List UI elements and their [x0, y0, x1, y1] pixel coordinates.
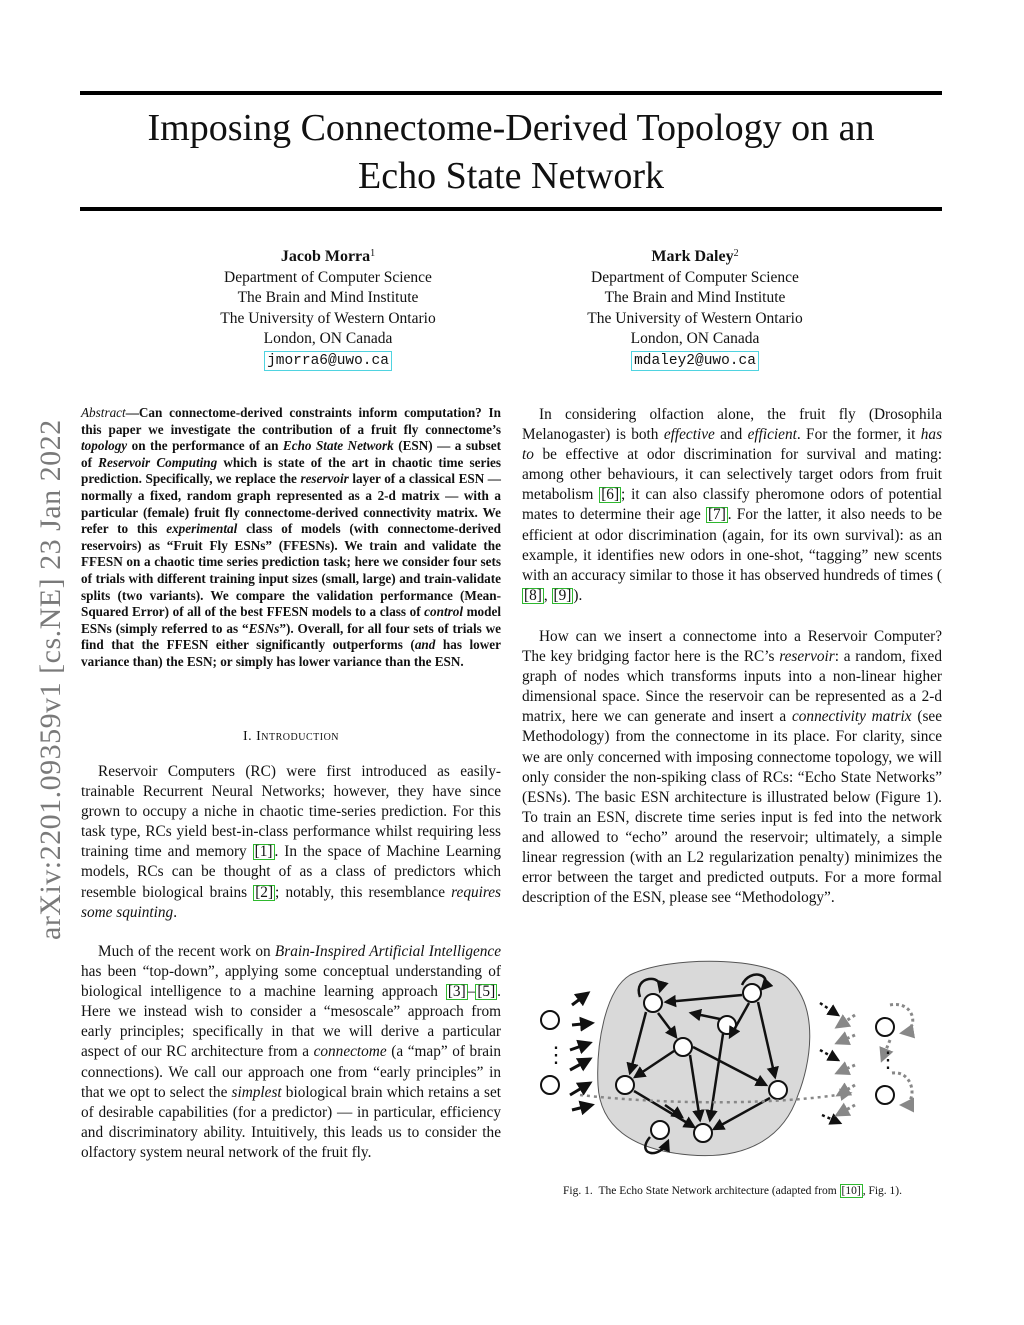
author-institute: The Brain and Mind Institute [604, 289, 786, 306]
author-city: London, ON Canada [630, 330, 760, 347]
esn-diagram [520, 955, 945, 1170]
citation-link[interactable]: [9] [553, 586, 572, 604]
output-node [876, 1086, 894, 1104]
author-department: Department of Computer Science [224, 268, 432, 286]
citation-link[interactable]: [3] [447, 983, 466, 1001]
input-arrows [570, 993, 592, 1110]
citation-link[interactable]: [5] [477, 983, 496, 1001]
figure-caption: Fig. 1. The Echo State Network architecture (adapted from [10] , Fig. 1). [562, 1185, 902, 1197]
input-ellipsis: ⋮ [545, 1043, 567, 1068]
output-node [876, 1018, 894, 1036]
paper-title [80, 104, 942, 200]
intro-paragraph-2: Much of the recent work on Brain-Inspired Artificial Intelligence has been “top-down”, applying some conceptual understanding of biological intelligence to a machine learning approach [3] – [5] . Here we instead wish to consider a “mesoscale” approach from early principles; specifically in that we will derive a particular aspect of our RC architecture from a connectome (a “map” of brain connections). We call our approach one from “early principles” in that we opt to select the simplest biological brain which retains a set of desirable capabilities (for a predictor) — in particular, efficiency and discriminatory ability. Intuitively, this leads us to consider the olfactory system neural network of the fruit fly. [81, 943, 501, 1161]
abstract: Abstract—Can connectome-derived constraints inform computation? In this paper we investigate the contribution of a fruit fly connectome’s topology on the performance of an Echo State Network (ESN) — a subset of Reservoir Computing which is state of the art in chaotic time series prediction. Specifically, we replace the reservoir layer of a classical ESN — normally a fixed, random graph represented as a 2-d matrix — with a particular (female) fruit fly connectome-derived connectivity matrix. We refer to this experimental class of models (with connectome-derived reservoirs) as “Fruit Fly ESNs” (FFESNs). We train and validate the FFESN on a chaotic time series prediction task; here we consider four sets of trials with different training input sizes (small, large) and train-validate splits (two variants). We compare the validation performance (Mean-Squared Error) of all of the best FFESN models to a class of control model ESNs (simply referred to as “ESNs”). Overall, for all four sets of trials we find that the FFESN either significantly outperforms (and has lower variance than) the ESN; or simply has lower variance than the ESN. [81, 405, 502, 669]
right-paragraph-2: How can we insert a connectome into a Reservoir Computer? The key bridging factor here is the RC’s reservoir: a random, fixed graph of nodes which transforms inputs into a non-linear higher dimensional space. Since the reservoir can be represented as a 2-d matrix, here we can generate and insert a connectivity matrix (see Methodology) from the connectome in its place. For clarity, since we are only concerned with imposing connectome topology, we will only consider the non-spiking class of RCs: “Echo State Networks” (ESNs). The basic ESN architecture is illustrated below (Figure 1). To train an ESN, discrete time series input is fed into the network and allowed to “echo” around the reservoir; ultimately, a simple linear regression (with an L2 regularization penalty) minimizes the error between the target and predicted outputs. For a more formal description of the ESN, please see “Methodology”. [522, 628, 942, 907]
right-paragraph-1: In considering olfaction alone, the fruit fly (Drosophila Melanogaster) is both effective and efficient. For the former, it has to be effective at odor discrimination for survival and mating: among other behaviours, it can selectively target odors from fruit metabolism [6] ; it can also classify pheromone odors of potential mates to determine their age [7] . For the latter, it also needs to be efficient at odor discrimination (again, for its own survival): as an example, it identifies new odors in one-shot, “tagging” new scents with an accuracy similar to those it has observed hundreds of times ( [8] , [9] ). [522, 406, 943, 604]
citation-link[interactable]: [7] [707, 506, 726, 524]
output-arrows-gray [837, 1004, 913, 1115]
arxiv-stamp: arXiv:2201.09359v1 [cs.NE] 23 Jan 2022 [34, 419, 67, 940]
author-email-link[interactable]: mdaley2@uwo.ca [631, 351, 759, 371]
author-university: The University of Western Ontario [587, 309, 803, 327]
title-bottom-rule [80, 207, 942, 211]
title-top-rule [80, 91, 942, 95]
output-ellipsis: ⋮ [877, 1048, 899, 1073]
author-block-2 [545, 247, 845, 371]
citation-link[interactable]: [8] [524, 586, 542, 604]
author-institute: The Brain and Mind Institute [237, 289, 419, 306]
title-line-1: Imposing Connectome-Derived Topology on an [147, 107, 875, 149]
author-city: London, ON Canada [263, 330, 393, 347]
author-name: Jacob Morra$^1$ [280, 248, 376, 265]
figure-esn-architecture [520, 955, 945, 1170]
citation-link[interactable]: [2] [255, 883, 274, 901]
author-block-1 [178, 247, 478, 371]
input-node [541, 1011, 559, 1029]
author-email-link[interactable]: jmorra6@uwo.ca [264, 351, 392, 371]
intro-paragraph-1: Reservoir Computers (RC) were first introduced as easily-trainable Recurrent Neural Networks; however, they have since grown to occupy a niche in chaotic time-series prediction. For this task type, RCs yield best-in-class performance whilst requiring less training time and memory [1] . In the space of Machine Learning models, RCs can be thought of as a class of predictors which resemble biological brains [2] ; notably, this resemblance requires some squinting. [81, 763, 501, 921]
section-heading-introduction: I. Introduction [242, 729, 340, 744]
output-arrows [820, 1003, 840, 1123]
input-node [541, 1076, 559, 1094]
author-name: Mark Daley$^2$ [651, 248, 739, 265]
author-department: Department of Computer Science [591, 268, 799, 286]
citation-link[interactable]: [1] [254, 843, 273, 861]
title-line-2: Echo State Network [357, 155, 665, 197]
citation-link[interactable]: [6] [601, 486, 620, 504]
citation-link[interactable]: [10] [841, 1185, 861, 1197]
author-university: The University of Western Ontario [220, 309, 436, 327]
